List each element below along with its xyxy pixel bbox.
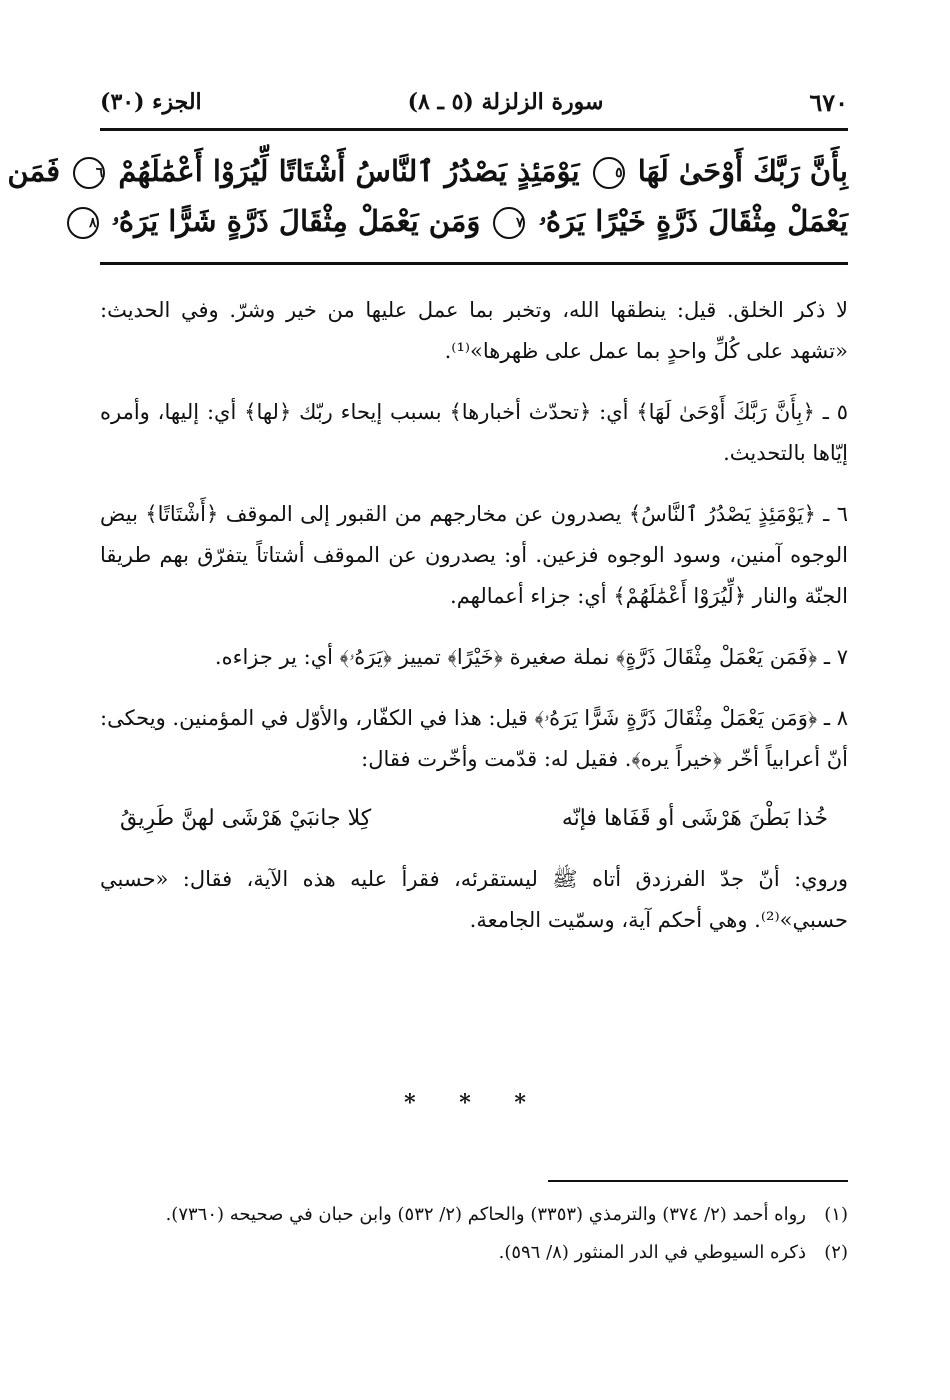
poem-hemistich-1: خُذا بَطْنَ هَرْشَى أو قَفَاها فإنّه: [561, 806, 828, 831]
quran-verses-block: [7, 146, 848, 246]
verse-number-6: ٦: [73, 157, 105, 189]
surah-title: سورة الزلزلة (٥ ـ ٨): [407, 89, 604, 115]
paragraph-verse-5: ٥ ـ ﴿بِأَنَّ رَبَّكَ أَوْحَىٰ لَهَا﴾ أي: ﴿تحدّث أخبارها﴾ بسبب إيحاء ربّك ﴿لها﴾ أي: إليها، وأمره إيّاها بالتحديث.: [100, 400, 848, 465]
footnote-text: رواه أحمد (٢/ ٣٧٤) والترمذي (٣٣٥٣) والحاكم (٢/ ٥٣٢) وابن حبان في صحيحه (٧٣٦٠).: [165, 1204, 806, 1225]
poem-hemistich-2: كِلا جانبَيْ هَرْشَى لهنَّ طَرِيقُ: [120, 806, 372, 831]
tafsir-body: [100, 290, 848, 961]
part-label: الجزء (٣٠): [100, 89, 202, 115]
paragraph-verse-8: ٨ ـ ﴿وَمَن يَعْمَلْ مِثْقَالَ ذَرَّةٍ شَرًّا يَرَهُۥ﴾ قيل: هذا في الكفّار، والأوّل في المؤمنين. ويحكى: أنّ أعرابياً أخّر ﴿خيراً يره﴾. فقيل له: قدّمت وأخّرت فقال:: [100, 706, 848, 771]
book-page: [7, 0, 848, 1400]
page-header: [100, 82, 848, 122]
verse-8-text: وَمَن يَعْمَلْ مِثْقَالَ ذَرَّةٍ شَرًّا يَرَهُۥ: [111, 204, 481, 238]
section-separator: * * *: [404, 1090, 544, 1116]
footnote-number: (١): [824, 1204, 848, 1225]
paragraph-verse-7: ٧ ـ ﴿فَمَن يَعْمَلْ مِثْقَالَ ذَرَّةٍ﴾ نملة صغيرة ﴿خَيْرًا﴾ تمييز ﴿يَرَهُۥ﴾ أي: ير جزاءه.: [214, 645, 848, 669]
poem-verse: [100, 794, 848, 847]
verse-number-5: ٥: [593, 157, 625, 189]
footnote-2: [100, 1236, 848, 1270]
quran-line-1: [7, 146, 848, 196]
paragraph-intro: لا ذكر الخلق. قيل: ينطقها الله، وتخبر بما عمل عليها من خير وشرّ. وفي الحديث: «تشهد على كُلِّ واحدٍ بما عمل على ظهرها»⁽¹⁾.: [100, 298, 848, 363]
footnotes: [100, 1198, 848, 1274]
quran-divider: [100, 262, 848, 265]
verse-5-text: بِأَنَّ رَبَّكَ أَوْحَىٰ لَهَا: [637, 154, 848, 188]
footnote-number: (٢): [824, 1242, 848, 1263]
verse-number-8: ٨: [67, 207, 99, 239]
paragraph-verse-6: ٦ ـ ﴿يَوْمَئِذٍ يَصْدُرُ ٱلنَّاسُ﴾ يصدرون عن مخارجهم من القبور إلى الموقف ﴿أَشْتَاتًا﴾ بيض الوجوه آمنين، وسود الوجوه فزعين. أو: يصدرون عن الموقف أشتاتاً يتفرّق بهم طريقا الجنّة والنار ﴿لِّيُرَوْا أَعْمَٰلَهُمْ﴾ أي: جزاء أعمالهم.: [100, 502, 848, 608]
footnote-divider: [548, 1180, 848, 1182]
paragraph-after-poem: وروي: أنّ جدّ الفرزدق أتاه ﷺ ليستقرئه، فقرأ عليه هذه الآية، فقال: «حسبي حسبي»⁽²⁾. وهي أحكم آية، وسمّيت الجامعة.: [100, 867, 848, 932]
verse-7-start: فَمَن: [7, 154, 61, 188]
verse-number-7: ٧: [493, 207, 525, 239]
footnote-1: [100, 1198, 848, 1232]
verse-6-text: يَوْمَئِذٍ يَصْدُرُ ٱلنَّاسُ أَشْتَاتًا لِّيُرَوْا أَعْمَٰلَهُمْ: [118, 154, 580, 188]
page-number: ٦٧٠: [809, 87, 848, 117]
header-divider: [100, 128, 848, 131]
footnote-text: ذكره السيوطي في الدر المنثور (٨/ ٥٩٦).: [498, 1242, 806, 1263]
verse-7-text: يَعْمَلْ مِثْقَالَ ذَرَّةٍ خَيْرًا يَرَهُۥ: [538, 204, 848, 238]
quran-line-2: [89, 196, 848, 246]
